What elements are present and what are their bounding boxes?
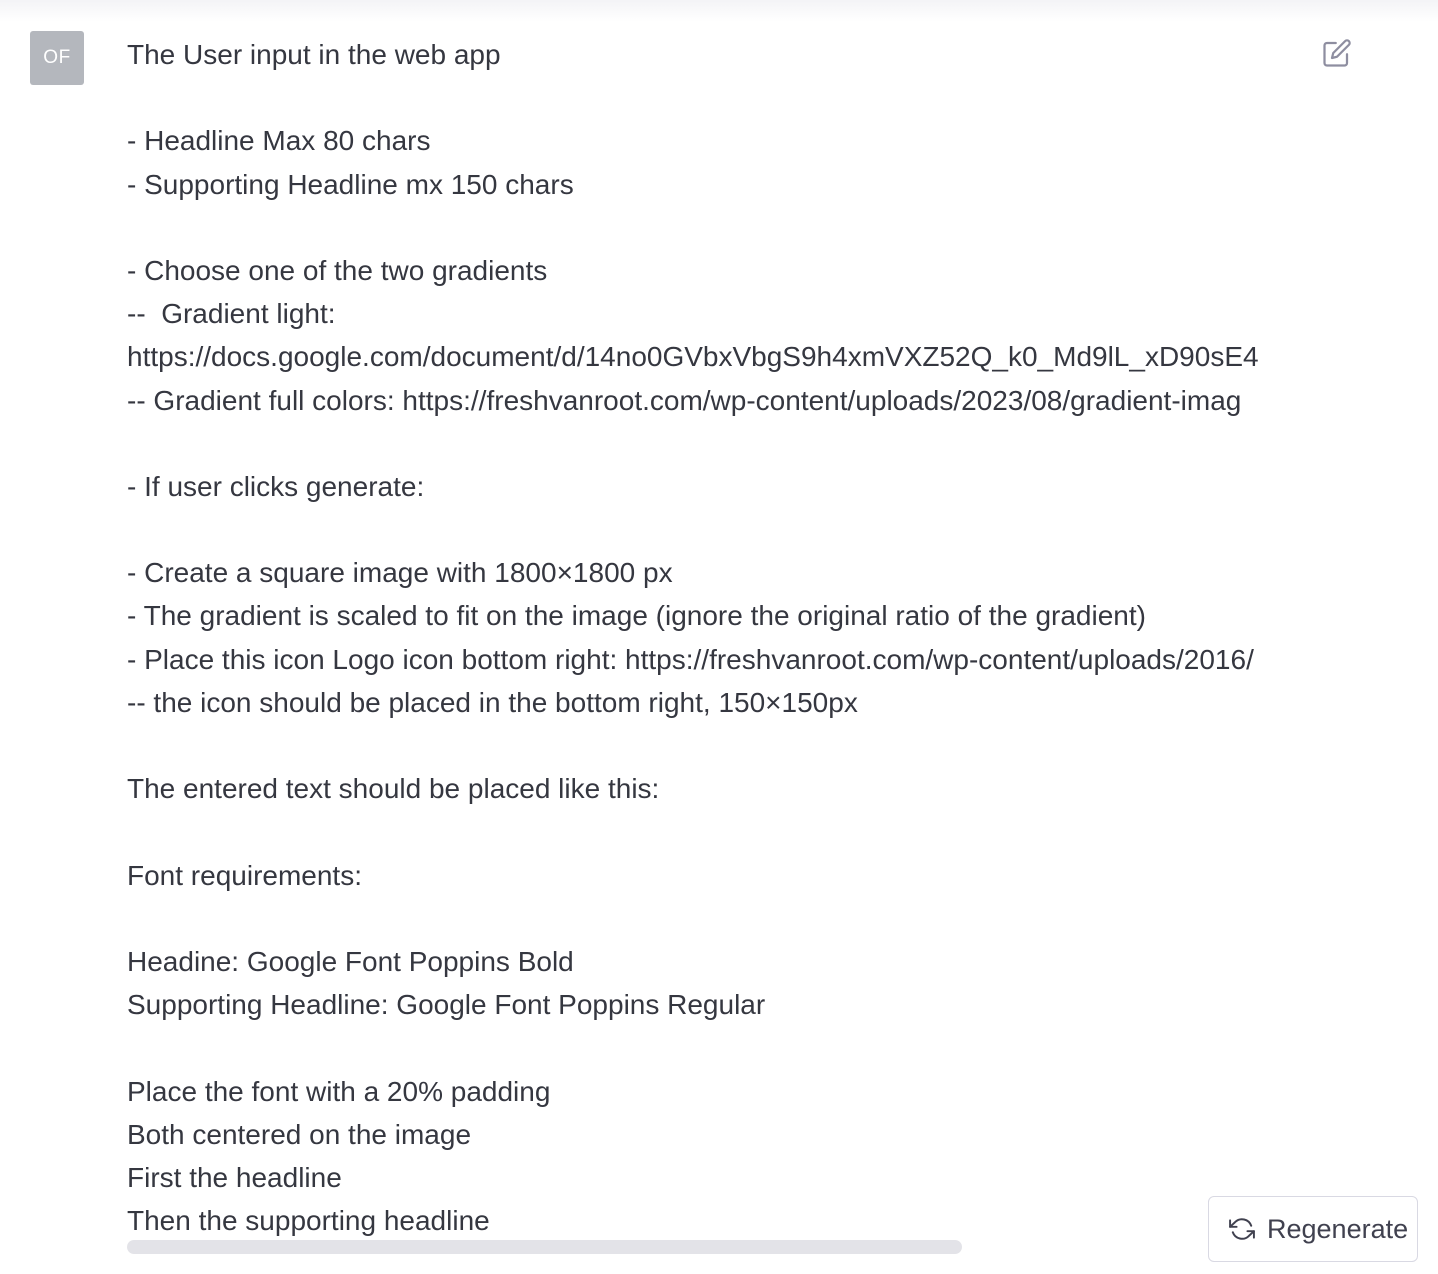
message-line xyxy=(127,810,1302,853)
message-line: - Supporting Headline mx 150 chars xyxy=(127,168,574,200)
message-line: - Create a square image with 1800×1800 px xyxy=(127,557,673,589)
regenerate-icon xyxy=(1229,1216,1255,1242)
message-line xyxy=(127,1026,1302,1069)
message-line xyxy=(127,206,1302,249)
message-line: https://docs.google.com/document/d/14no0GVbxVbgS9h4xmVXZ52Q_k0_Md9lL_xD90sE4 xyxy=(127,341,1259,373)
message-line: Then the supporting headline xyxy=(127,1205,490,1237)
message-line: - Choose one of the two gradients xyxy=(127,254,548,286)
top-fade xyxy=(0,0,1438,22)
message-line xyxy=(127,724,1302,767)
edit-icon[interactable] xyxy=(1322,38,1352,68)
avatar xyxy=(30,31,84,85)
message-line: -- Gradient full colors: https://freshvanroot.com/wp-content/uploads/2023/08/gradient-imag xyxy=(127,384,1242,416)
message-line: - If user clicks generate: xyxy=(127,470,425,502)
avatar-initials: OF xyxy=(43,47,71,68)
user-message xyxy=(127,33,1302,1243)
message-line: The entered text should be placed like this: xyxy=(127,773,660,805)
message-line xyxy=(127,897,1302,940)
message-line: Headine: Google Font Poppins Bold xyxy=(127,945,574,977)
message-line xyxy=(127,508,1302,551)
message-line: - Headline Max 80 chars xyxy=(127,125,431,157)
regenerate-button[interactable] xyxy=(1208,1196,1418,1262)
message-line xyxy=(127,422,1302,465)
message-line: - Place this icon Logo icon bottom right: https://freshvanroot.com/wp-content/uploads/2016/ xyxy=(127,643,1254,675)
horizontal-scrollbar[interactable] xyxy=(127,1240,962,1254)
message-line: Place the font with a 20% padding xyxy=(127,1075,551,1107)
message-line: - The gradient is scaled to fit on the image (ignore the original ratio of the gradient) xyxy=(127,600,1146,632)
message-line: The User input in the web app xyxy=(127,39,501,70)
message-line xyxy=(127,76,1302,119)
message-line: Supporting Headline: Google Font Poppins Regular xyxy=(127,989,766,1021)
message-line: First the headline xyxy=(127,1161,342,1193)
message-line: -- the icon should be placed in the bottom right, 150×150px xyxy=(127,686,858,718)
regenerate-label: Regenerate xyxy=(1267,1213,1409,1244)
message-line: Both centered on the image xyxy=(127,1118,472,1150)
message-line: Font requirements: xyxy=(127,859,362,891)
message-line: -- Gradient light: xyxy=(127,298,336,330)
